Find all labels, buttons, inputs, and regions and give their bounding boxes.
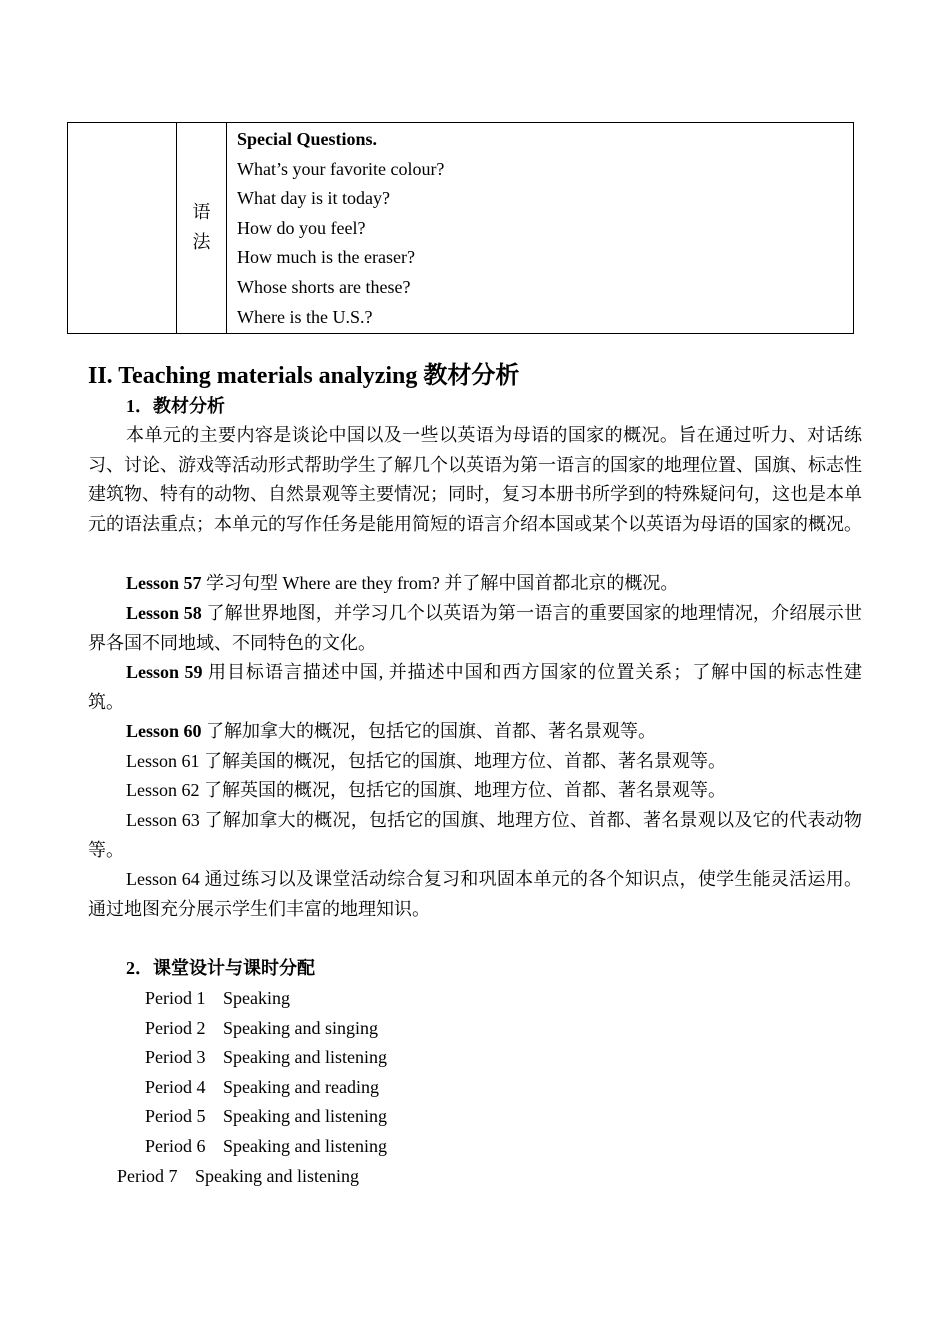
lesson-paragraph	[88, 599, 862, 658]
lesson-paragraph	[88, 717, 862, 747]
lesson-name: Lesson 57	[126, 573, 202, 593]
period-activity: Speaking and listening	[223, 1136, 387, 1156]
period-number: Period 4	[145, 1077, 206, 1097]
lesson-name: Lesson 64	[126, 869, 200, 889]
lesson-paragraph	[88, 776, 862, 806]
lesson-name: Lesson 61	[126, 751, 200, 771]
period-number: Period 2	[145, 1018, 206, 1038]
period-activity: Speaking	[223, 988, 290, 1008]
category-cell	[177, 123, 227, 334]
question-line: How do you feel?	[237, 217, 366, 238]
question-line: Where is the U.S.?	[237, 306, 373, 327]
lesson-text: 了解加拿大的概况，包括它的国旗、首都、著名景观等。	[201, 721, 657, 741]
questions-title: Special Questions.	[237, 129, 378, 149]
lesson-text: 用目标语言描述中国, 并描述中国和西方国家的位置关系；了解中国的标志性建筑。	[88, 662, 863, 712]
period-line	[145, 1014, 378, 1044]
period-line	[145, 1132, 387, 1162]
period-number: Period 7	[117, 1166, 178, 1186]
period-activity: Speaking and listening	[223, 1106, 387, 1126]
period-line	[145, 1102, 387, 1132]
question-line: What day is it today?	[237, 188, 390, 209]
grammar-table	[67, 122, 854, 334]
table-row	[68, 123, 854, 334]
question-line: How much is the eraser?	[237, 247, 415, 268]
lesson-name: Lesson 62	[126, 780, 200, 800]
period-activity: Speaking and reading	[223, 1077, 379, 1097]
subsection-heading: 2．课堂设计与课时分配	[126, 958, 315, 978]
subsection-heading: 1．教材分析	[126, 396, 225, 416]
section-title: II. Teaching materials analyzing 教材分析	[88, 363, 520, 389]
period-number: Period 6	[145, 1136, 206, 1156]
period-activity: Speaking and listening	[223, 1047, 387, 1067]
period-activity: Speaking and listening	[195, 1166, 359, 1186]
lesson-name: Lesson 58	[126, 603, 202, 623]
question-line: Whose shorts are these?	[237, 276, 411, 297]
category-char: 语	[192, 202, 211, 223]
empty-cell	[68, 123, 177, 334]
question-line: What’s your favorite colour?	[237, 158, 445, 179]
lesson-paragraph	[88, 747, 862, 777]
period-line	[145, 984, 290, 1014]
lesson-paragraph	[88, 865, 862, 924]
period-activity: Speaking and singing	[223, 1018, 378, 1038]
period-line	[145, 1073, 379, 1103]
period-line	[145, 1043, 387, 1073]
lesson-text: 了解英国的概况，包括它的国旗、地理方位、首都、著名景观等。	[199, 780, 726, 800]
lesson-text: 了解加拿大的概况，包括它的国旗、地理方位、首都、著名景观以及它的代表动物等。	[88, 810, 862, 860]
lesson-name: Lesson 59	[126, 662, 203, 682]
questions-cell	[227, 123, 854, 334]
category-char: 法	[192, 232, 211, 253]
lesson-text: 通过练习以及课堂活动综合复习和巩固本单元的各个知识点，使学生能灵活运用。通过地图充分展示学生们丰富的地理知识。	[88, 869, 862, 919]
intro-paragraph: 本单元的主要内容是谈论中国以及一些以英语为母语的国家的概况。旨在通过听力、对话练习、讨论、游戏等活动形式帮助学生了解几个以英语为第一语言的国家的地理位置、国旗、标志性建筑物、特有的动物、自然景观等主要情况；同时，复习本册书所学到的特殊疑问句，这也是本单元的语法重点；本单元的写作任务是能用简短的语言介绍本国或某个以英语为母语的国家的概况。	[88, 425, 862, 534]
period-line	[117, 1162, 359, 1192]
lesson-name: Lesson 60	[126, 721, 202, 741]
lesson-text: 了解世界地图，并学习几个以英语为第一语言的重要国家的地理情况，介绍展示世界各国不同地域、不同特色的文化。	[88, 603, 862, 653]
lesson-text: 学习句型 Where are they from? 并了解中国首都北京的概况。	[201, 573, 679, 593]
lesson-paragraph	[88, 806, 862, 865]
lesson-name: Lesson 63	[126, 810, 200, 830]
lesson-text: 了解美国的概况，包括它的国旗、地理方位、首都、著名景观等。	[199, 751, 726, 771]
lesson-paragraph	[88, 658, 862, 717]
lesson-paragraph	[88, 569, 862, 599]
period-number: Period 3	[145, 1047, 206, 1067]
period-number: Period 5	[145, 1106, 206, 1126]
period-number: Period 1	[145, 988, 206, 1008]
